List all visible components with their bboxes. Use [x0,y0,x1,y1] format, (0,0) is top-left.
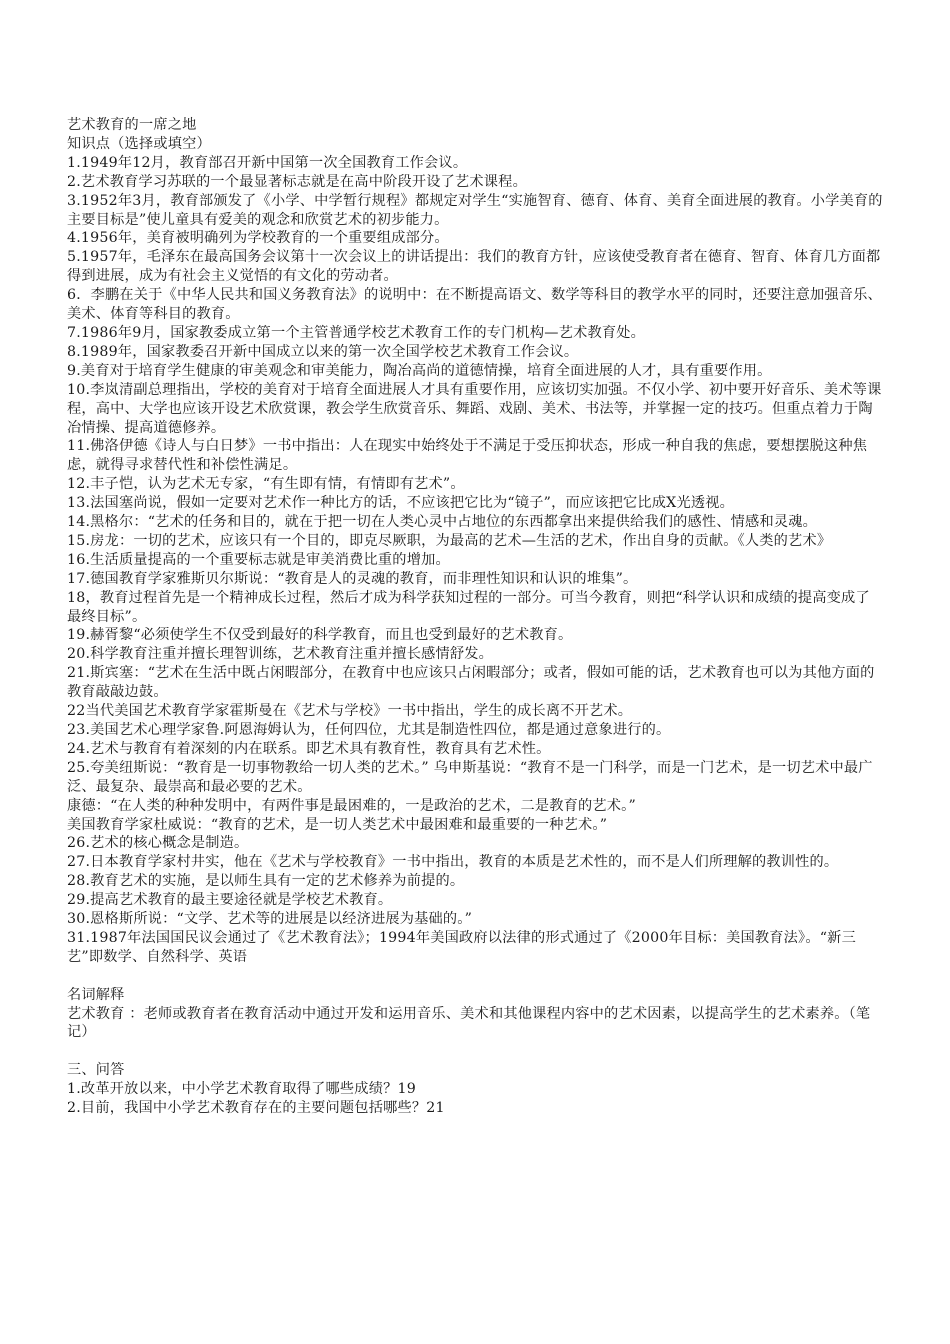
list-item: 13.法国塞尚说，假如一定要对艺术作一种比方的话，不应该把它比为“镜子”，而应该把它比成X光透视。 [67,495,735,512]
qa-list [67,1080,883,1118]
list-item: 27.日本教育学家村井实，他在《艺术与学校教育》一书中指出，教育的本质是艺术性的，而不是人们所理解的教训性的。 [67,854,839,871]
list-item: 7.1986年9月，国家教委成立第一个主管普通学校艺术教育工作的专门机构—艺术教育处。 [67,324,646,341]
list-item: 14.黑格尔：“艺术的任务和目的，就在于把一切在人类心灵中占地位的东西都拿出来提供给我们的感性、情感和灵魂。 [67,514,817,531]
list-item: 美国教育学家杜威说：“教育的艺术，是一切人类艺术中最困难和最重要的一种艺术。” [67,816,608,833]
list-item: 30.恩格斯所说：“文学、艺术等的进展是以经济进展为基础的。” [67,911,473,928]
list-item: 23.美国艺术心理学家鲁.阿恩海姆认为，任何四位，尤其是制造性四位，都是通过意象进行的。 [67,722,671,738]
list-item: 3.1952年3月，教育部颁发了《小学、中学暂行规程》都规定对学生“实施智育、德育、体育、美育全面进展的教育。小学美育的主要目标是”使儿童具有爱美的观念和欣赏艺术的初步能力。 [67,192,883,228]
list-item: 21.斯宾塞：“艺术在生活中既占闲暇部分，在教育中也应该只占闲暇部分；或者，假如可能的话，艺术教育也可以为其他方面的教育敲敲边鼓。 [67,665,875,701]
glossary-heading: 名词解释 [67,986,125,1003]
list-item: 10.李岚清副总理指出，学校的美育对于培育全面进展人才具有重要作用，应该切实加强。不仅小学、初中要开好音乐、美术等课程，高中、大学也应该开设艺术欣赏课，教会学生欣赏音乐、舞蹈、戏剧、美术、书法等，并掌握一定的技巧。但重点着力于陶冶情操、提高道德修养。 [67,381,882,436]
list-item: 12.丰子恺，认为艺术无专家，“有生即有情，有情即有艺术”。 [67,476,465,493]
section-subtitle: 知识点（选择或填空） [67,135,211,152]
document-title: 艺术教育的一席之地 [67,117,197,133]
qa-item: 1.改革开放以来，中小学艺术教育取得了哪些成绩？19 [67,1081,416,1098]
qa-item: 2.目前，我国中小学艺术教育存在的主要问题包括哪些？21 [67,1100,445,1117]
glossary-definition: 艺术教育 ：老师或教育者在教育活动中通过开发和运用音乐、美术和其他课程内容中的艺术因素，以提高学生的艺术素养。（笔记） [67,1005,871,1041]
list-item: 16.生活质量提高的一个重要标志就是审美消费比重的增加。 [67,551,450,568]
list-item: 15.房龙：一切的艺术，应该只有一个目的，即克尽厥职，为最高的艺术—生活的艺术，作出自身的贡献。《人类的艺术》 [67,532,832,549]
knowledge-point-list [67,154,883,967]
list-item: 28.教育艺术的实施，是以师生具有一定的艺术修养为前提的。 [67,873,465,890]
list-item: 康德：“在人类的种种发明中，有两件事是最困难的，一是政治的艺术，二是教育的艺术。” [67,797,636,814]
list-item: 19.赫胥黎“必须使学生不仅受到最好的科学教育，而且也受到最好的艺术教育。 [67,627,573,644]
list-item: 4.1956年，美育被明确列为学校教育的一个重要组成部分。 [67,230,449,247]
list-item: 5.1957年，毛泽东在最高国务会议第十一次会议上的讲话提出：我们的教育方针，应该使受教育者在德育、智育、体育几方面都得到进展，成为有社会主义觉悟的有文化的劳动者。 [67,249,881,285]
list-item: 24.艺术与教育有着深刻的内在联系。即艺术具有教育性，教育具有艺术性。 [67,740,551,757]
document-body [67,116,883,1118]
list-item: 29.提高艺术教育的最主要途径就是学校艺术教育。 [67,892,393,909]
list-item: 2.艺术教育学习苏联的一个最显著标志就是在高中阶段开设了艺术课程。 [67,173,527,190]
list-item: 22当代美国艺术教育学家霍斯曼在《艺术与学校》一书中指出，学生的成长离不开艺术。 [67,703,633,720]
list-item: 6．李鹏在关于《中华人民共和国义务教育法》的说明中：在不断提高语文、数学等科目的教学水平的同时，还要注意加强音乐、美术、体育等科目的教育。 [67,287,882,323]
spacer [67,1042,883,1061]
list-item: 26.艺术的核心概念是制造。 [67,835,249,852]
list-item: 11.佛洛伊德《诗人与白日梦》一书中指出：人在现实中始终处于不满足于受压抑状态，形成一种自我的焦虑，要想摆脱这种焦虑，就得寻求替代性和补偿性满足。 [67,438,868,474]
list-item: 31.1987年法国国民议会通过了《艺术教育法》；1994年美国政府以法律的形式通过了《2000年目标：美国教育法》。“新三艺”即数学、自然科学、英语 [67,929,856,965]
spacer [67,967,883,986]
list-item: 9.美育对于培育学生健康的审美观念和审美能力，陶冶高尚的道德情操，培育全面进展的人才，具有重要作用。 [67,362,772,379]
qa-heading: 三、问答 [67,1062,125,1079]
list-item: 25.夸美纽斯说：“教育是一切事物教给一切人类的艺术。” 乌申斯基说：“教育不是一门科学，而是一门艺术，是一切艺术中最广泛、最复杂、最崇高和最必要的艺术。 [67,759,873,795]
list-item: 1.1949年12月，教育部召开新中国第一次全国教育工作会议。 [67,154,468,171]
list-item: 18，教育过程首先是一个精神成长过程，然后才成为科学获知过程的一部分。可当今教育，则把“科学认识和成绩的提高变成了最终目标”。 [67,589,870,625]
list-item: 17.德国教育学家雅斯贝尔斯说：“教育是人的灵魂的教育，而非理性知识和认识的堆集”。 [67,570,638,587]
list-item: 8.1989年，国家教委召开新中国成立以来的第一次全国学校艺术教育工作会议。 [67,343,579,360]
list-item: 20.科学教育注重并擅长理智训练，艺术教育注重并擅长感情舒发。 [67,646,494,663]
